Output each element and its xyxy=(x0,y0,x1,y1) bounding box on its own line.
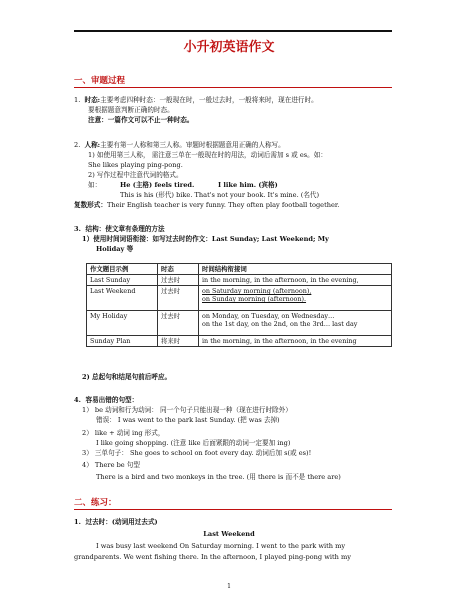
table-header-cell: 时间结构衔接词 xyxy=(199,264,392,275)
time-connector-table xyxy=(86,263,392,347)
paragraph-4-item-2: 2） like + 动词 ing 形式， xyxy=(82,429,165,437)
page-number: 1 xyxy=(227,583,231,590)
table-cell-words: in the morning, in the afternoon, in the evening, xyxy=(199,275,392,286)
paragraph-4-heading: 4. 容易出错的句型： xyxy=(74,396,139,404)
paragraph-1-note: 注意：一篇作文可以不止一种时态。 xyxy=(88,116,194,124)
paragraph-2-example-1b: I like him. (宾格) xyxy=(218,181,278,189)
table-header-cell: 时态 xyxy=(158,264,199,275)
paragraph-3-item-1: 1）使用时间词语衔接：如写过去时的作文：Last Sunday; Last Weekend; My xyxy=(82,235,329,243)
paragraph-4-item-1-example: 错误： I was went to the park last Sunday. (把 was 去掉) xyxy=(96,416,280,424)
table-cell-tense: 过去时 xyxy=(158,286,199,311)
paragraph-2-item-1-example: She likes playing ping-pong. xyxy=(88,161,183,169)
table-row xyxy=(87,275,392,286)
section-rule-1 xyxy=(74,87,392,88)
paragraph-2-line-1: 2. 人称:主要有第一人称和第三人称。审题时根据题意用正确的人称写。 xyxy=(74,141,285,149)
section-heading-1: 一、审题过程 xyxy=(74,76,126,86)
header-rule xyxy=(74,30,392,32)
paragraph-4-item-3: 3） 三单句子： She goes to school on foot every day. 动词后加 s(或 es)! xyxy=(82,449,312,457)
essay-line-2: grandparents. We went fishing there. In the afternoon, I played ping-pong with my xyxy=(74,553,351,561)
paragraph-4-item-1: 1） be 动词和行为动词： 同一个句子只能出现一种（现在进行时除外） xyxy=(82,406,292,414)
paragraph-2-item-1: 1) 如使用第三人称， 需注意三单在一般现在时的用法，动词后需加 s 或 es。如： xyxy=(88,151,327,159)
paragraph-2-item-2: 2) 写作过程中注意代词的格式。 xyxy=(88,171,183,179)
paragraph-2-example-lead: 如： xyxy=(88,181,102,189)
table-row xyxy=(87,336,392,347)
table-row xyxy=(87,311,392,336)
paragraph-4-item-4: 4） There be 句型 xyxy=(82,461,140,469)
table-cell-words: in the morning, in the afternoon, in the evening xyxy=(199,336,392,347)
paragraph-1-line-1: 1. 时态:主要考虑四种时态：一般现在时，一般过去时，一般将来时，现在进行时。 xyxy=(74,96,318,104)
exercise-heading: 1. 过去时：(动词用过去式) xyxy=(74,518,158,526)
essay-title: Last Weekend xyxy=(203,530,255,538)
table-row xyxy=(87,286,392,311)
essay-line-1: I was busy last weekend On Saturday morning. I went to the park with my xyxy=(96,542,346,550)
table-cell-tense: 过去时 xyxy=(158,311,199,336)
table-cell-topic: Sunday Plan xyxy=(87,336,158,347)
section-rule-2 xyxy=(74,509,392,510)
table-cell-topic: Last Weekend xyxy=(87,286,158,311)
table-header-cell: 作文题目示例 xyxy=(87,264,158,275)
table-cell-words: on Saturday morning (afternoon), on Sunday morning (afternoon). xyxy=(199,286,392,311)
table-cell-words: on Monday, on Tuesday, on Wednesday… on the 1st day, on the 2nd, on the 3rd… last day xyxy=(199,311,392,336)
table-cell-tense: 将来时 xyxy=(158,336,199,347)
paragraph-2-example-3: 复数形式：Their English teacher is very funny. They often play football together. xyxy=(74,201,340,209)
paragraph-3-item-1b: Holiday 等 xyxy=(96,245,134,253)
paragraph-1-line-2: 要根据题意判断正确的时态。 xyxy=(88,106,174,114)
paragraph-3-heading: 3. 结构：使文章有条理的方法 xyxy=(74,225,165,233)
table-header-row xyxy=(87,264,392,275)
table-cell-tense: 过去时 xyxy=(158,275,199,286)
paragraph-3-item-2: 2) 总起句和结尾句前后呼应。 xyxy=(82,373,172,381)
page-title: 小升初英语作文 xyxy=(183,40,275,55)
paragraph-2-example-1a: He (主格) feels tired. xyxy=(120,181,195,189)
paragraph-4-item-2-example: I like going shopping. (注意 like 后面紧跟的动词一定要加 ing) xyxy=(96,439,291,447)
table-cell-topic: My Holiday xyxy=(87,311,158,336)
paragraph-4-item-4-example: There is a bird and two monkeys in the tree. (用 there is 而不是 there are) xyxy=(96,473,341,481)
paragraph-2-example-2: This is his (形代) bike. That's not your book. It's mine. (名代) xyxy=(120,191,320,199)
section-heading-2: 二、练习： xyxy=(74,498,117,508)
table-cell-topic: Last Sunday xyxy=(87,275,158,286)
